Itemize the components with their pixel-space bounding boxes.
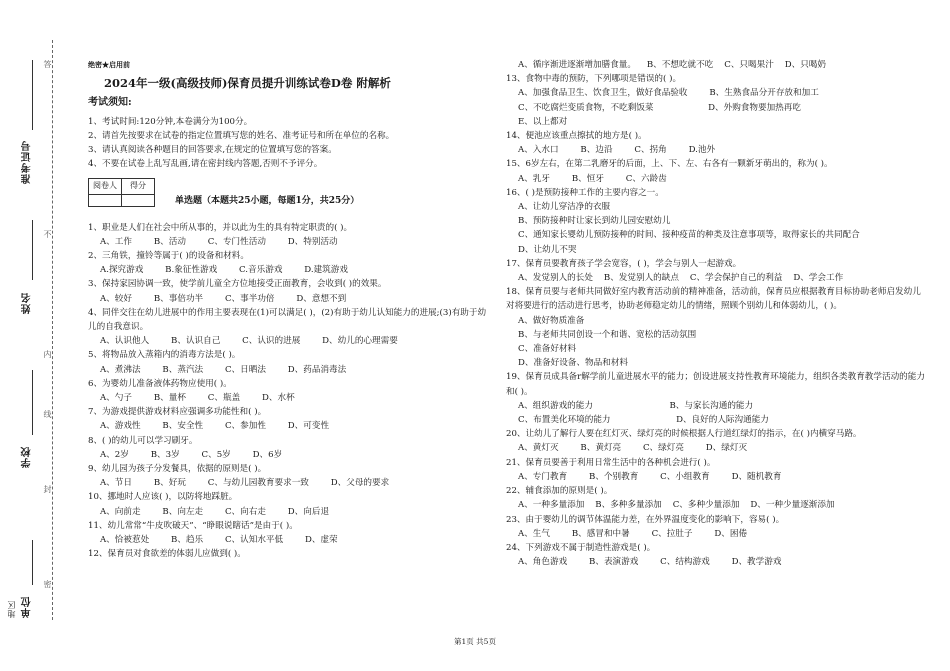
seal-char: 内: [43, 350, 52, 358]
notice-list: [88, 115, 488, 172]
seal-line: [52, 40, 53, 620]
question-item: [88, 519, 488, 547]
answer-options[interactable]: A、专门教育 B、个别教育 C、小组教育 D、随机教育: [518, 471, 782, 482]
secret-mark: 绝密★启用前: [88, 60, 130, 69]
score-box: [88, 178, 155, 206]
seal-char: 线: [43, 410, 52, 418]
question-item: [88, 221, 488, 249]
question-item: [88, 377, 488, 405]
question-item: [506, 157, 926, 185]
answer-options[interactable]: A、一种多量添加 B、多种多量添加 C、多种少量添加 D、一种少量逐渐添加: [518, 500, 835, 511]
notice-item: 1、考试时间:120分钟,本卷满分为100分。: [88, 116, 253, 127]
answer-options[interactable]: A、向前走 B、向左走 C、向右走 D、向后退: [100, 506, 330, 517]
answer-options[interactable]: D、准备好设备、物品和材料: [518, 358, 629, 369]
page-footer: 第1页 共5页: [454, 637, 496, 646]
question-text: 23、由于婴幼儿的调节体温能力差，在外界温度变化的影响下，容易( )。: [506, 514, 785, 525]
answer-options[interactable]: C、布置美化环境的能力 D、良好的人际沟通能力: [518, 415, 769, 426]
left-column: [88, 58, 488, 562]
answer-options[interactable]: A.探究游戏 B.象征性游戏 C.音乐游戏 D.建筑游戏: [100, 265, 348, 276]
answer-options[interactable]: A、恰被惹处 B、趋乐 C、认知水平低 D、虚荣: [100, 535, 338, 546]
unit-field[interactable]: [32, 540, 43, 585]
name-label: 姓名: [22, 292, 33, 314]
school-label: 学校: [22, 446, 33, 468]
section-header: [88, 176, 488, 208]
score-input[interactable]: [122, 194, 155, 206]
question-item: [88, 277, 488, 305]
notice-item: 4、不要在试卷上乱写乱画,请在密封线内答题,否则不予评分。: [88, 159, 323, 170]
question-item: [88, 462, 488, 490]
question-item: [506, 541, 926, 569]
question-text: 9、幼儿园为孩子分发餐具，依据的原则是( )。: [88, 464, 267, 475]
notice-heading: 考试须知:: [88, 97, 132, 109]
question-item: [88, 306, 488, 349]
question-text: 17、保育员要教育孩子学会宽容，( )，学会与别人一起游戏。: [506, 258, 742, 269]
answer-options[interactable]: A、较好 B、事倍功半 C、事半功倍 D、意想不到: [100, 293, 347, 304]
question-text: 19、保育员成具备r解学前儿童进展水平的能力；创设进展支持性教育环境能力，组织各类教育教学活动的能力和( )。: [506, 372, 925, 397]
admission-number-field[interactable]: [32, 60, 43, 130]
question-text: 10、挪地时人应该( )，以防将地踩脏。: [88, 492, 238, 503]
answer-options[interactable]: A、加强食品卫生、饮食卫生，做好食品验收 B、生熟食品分开存放和加工: [518, 88, 819, 99]
page-title: 2024年一级(高级技师)保育员提升训练试卷D卷 附解析: [104, 76, 391, 91]
answer-options[interactable]: A、组织游戏的能力 B、与家长沟通的能力: [518, 400, 754, 411]
unit-label: 单位: [22, 596, 33, 618]
answer-options[interactable]: A、入水口 B、边沿 C、拐角 D.池外: [518, 145, 716, 156]
question-item: [506, 484, 926, 512]
question-text: 12、保育员对食欲差的体弱儿应做到( )。: [88, 549, 246, 560]
answer-options[interactable]: A、煮沸法 B、蒸汽法 C、日晒法 D、药品消毒法: [100, 364, 347, 375]
question-text: 16、( )是预防接种工作的主要内容之一。: [506, 187, 664, 198]
question-item: [506, 456, 926, 484]
answer-options[interactable]: D、让幼儿不哭: [518, 244, 577, 255]
school-field[interactable]: [32, 370, 43, 435]
answer-options[interactable]: A、2岁 B、3岁 C、5岁 D、6岁: [100, 449, 283, 460]
question-item: [506, 72, 926, 129]
answer-options[interactable]: A、让幼儿穿洁净的衣服: [518, 202, 611, 213]
question-list: [506, 58, 926, 569]
answer-options[interactable]: C、不吃腐烂变质食物，不吃剩饭菜 D、外购食物要加热再吃: [518, 102, 801, 113]
question-item: [506, 285, 926, 370]
question-text: 1、职业是人们在社会中所从事的，并以此为生的具有特定职责的( )。: [88, 222, 353, 233]
answer-options[interactable]: A、游戏性 B、安全性 C、参加性 D、可变性: [100, 421, 330, 432]
answer-options[interactable]: A、黄灯灭 B、黄灯亮 C、绿灯亮 D、绿灯灭: [518, 443, 748, 454]
answer-options[interactable]: C、通知家长婴幼儿预防接种的时间、接种疫苗的种类及注意事项等，取得家长的共同配合: [518, 230, 860, 241]
question-text: 11、幼儿常常“牛皮吹破天”、“睁眼说瞎话”是由于( )。: [88, 520, 298, 531]
section-title: 单选题（本题共25小题，每题1分，共25分）: [175, 196, 360, 207]
question-list: [88, 221, 488, 562]
notice-item: 3、请认真阅读各种题目的回答要求,在规定的位置填写您的答案。: [88, 145, 337, 156]
question-item: [506, 370, 926, 427]
answer-options[interactable]: A、乳牙 B、恒牙 C、六龄齿: [518, 173, 667, 184]
answer-options[interactable]: C、准备好材料: [518, 344, 577, 355]
answer-options[interactable]: A、节日 B、好玩 C、与幼儿园教育要求一致 D、父母的要求: [100, 478, 390, 489]
right-column: [506, 58, 926, 569]
notice-item: 2、请首先按要求在试卷的指定位置填写您的姓名、准考证号和所在单位的名称。: [88, 130, 395, 141]
question-text: 7、为游戏提供游戏材料应强调多功能性和( )。: [88, 407, 267, 418]
question-text: 14、便池应该重点擦拭的地方是( )。: [506, 131, 647, 142]
answer-options[interactable]: A、工作 B、活动 C、专门性活动 D、特别活动: [100, 236, 338, 247]
question-item: [506, 257, 926, 285]
binding-margin: [0, 0, 80, 671]
question-text: 15、6岁左右，在第二乳磨牙的后面，上、下、左、右各有一颗新牙萌出的，称为( )。: [506, 159, 833, 170]
answer-options[interactable]: A、循序渐进逐渐增加膳食量。 B、不想吃就不吃 C、只喝果汁 D、只喝奶: [518, 60, 826, 70]
question-text: 21、保育员要善于利用日常生活中的各种机会进行( )。: [506, 457, 716, 468]
question-text: 5、将物品放入蒸箱内的消毒方法是( )。: [88, 350, 241, 361]
question-item: [88, 547, 488, 561]
question-text: 2、三角铁，撞铃等属于( )的设备和材料。: [88, 251, 249, 262]
answer-options[interactable]: A、角色游戏 B、表演游戏 C、结构游戏 D、教学游戏: [518, 557, 782, 568]
score-cell: 得分: [122, 179, 155, 194]
question-item: [506, 513, 926, 541]
answer-options[interactable]: A、生气 B、感冒和中暑 C、拉肚子 D、困倦: [518, 528, 748, 539]
question-text: 6、为婴幼儿准备液体药物应使用( )。: [88, 378, 232, 389]
question-text: 24、下列游戏不属于制造性游戏是( )。: [506, 542, 656, 553]
reviewer-cell: 阅卷人: [89, 179, 122, 194]
question-item: [88, 348, 488, 376]
question-text: 4、同伴交往在幼儿进展中的作用主要表现在(1)可以满足( )，(2)有助于幼儿认知能力的进展;(3)有助于幼儿的自我意识。: [88, 307, 487, 333]
admission-number-label: 准考证号: [22, 140, 33, 184]
answer-options[interactable]: A、做好物质准备: [518, 315, 585, 326]
question-item: [88, 434, 488, 462]
question-item: [506, 58, 926, 72]
answer-options[interactable]: B、预防接种时让家长到幼儿园安慰幼儿: [518, 216, 671, 227]
name-field[interactable]: [32, 220, 43, 280]
seal-char: 不: [43, 230, 52, 238]
question-text: 20、让幼儿了解行人要在红灯灭、绿灯亮的时候根据人行道红绿灯的指示，在( )内横穿马路。: [506, 429, 862, 440]
reviewer-input[interactable]: [89, 194, 122, 206]
answer-options[interactable]: A、认识他人 B、认识自己 C、认识的进展 D、幼儿的心理需要: [100, 336, 398, 347]
question-item: [88, 490, 488, 518]
region-label: 地区: [7, 600, 16, 618]
seal-char: 密: [43, 580, 52, 588]
question-text: 22、辅食添加的原则是( )。: [506, 486, 613, 497]
question-text: 8、( )的幼儿可以学习刷牙。: [88, 435, 198, 446]
seal-char: 封: [43, 485, 52, 493]
answer-options[interactable]: A、勺子 B、量杯 C、瓶盖 D、水杯: [100, 393, 295, 404]
question-item: [506, 427, 926, 455]
question-item: [88, 405, 488, 433]
seal-char: 答: [43, 60, 52, 68]
question-item: [506, 186, 926, 257]
question-text: 13、食物中毒的预防，下列哪项是错误的( )。: [506, 74, 682, 85]
question-item: [88, 249, 488, 277]
answer-options[interactable]: A、发觉别人的长处 B、发觉别人的缺点 C、学会保护自己的利益 D、学会工作: [518, 273, 844, 284]
question-item: [506, 129, 926, 157]
answer-options[interactable]: B、与老师共同创设一个和谐、宽松的活动氛围: [518, 329, 697, 340]
question-text: 18、保育员要与老师共同做好室内教育活动前的精神准备，活动前，保育员应根据教育目标协助老师启发幼儿对将要进行的活动进行思考，协助老师稳定幼儿的情绪，照顾个别幼儿和体弱幼儿，( )。: [506, 287, 921, 312]
answer-options[interactable]: E、以上都对: [518, 116, 568, 127]
question-text: 3、保持家园协调一致，使学前儿童全方位地接受正面教育，会收到( )的效果。: [88, 279, 387, 290]
